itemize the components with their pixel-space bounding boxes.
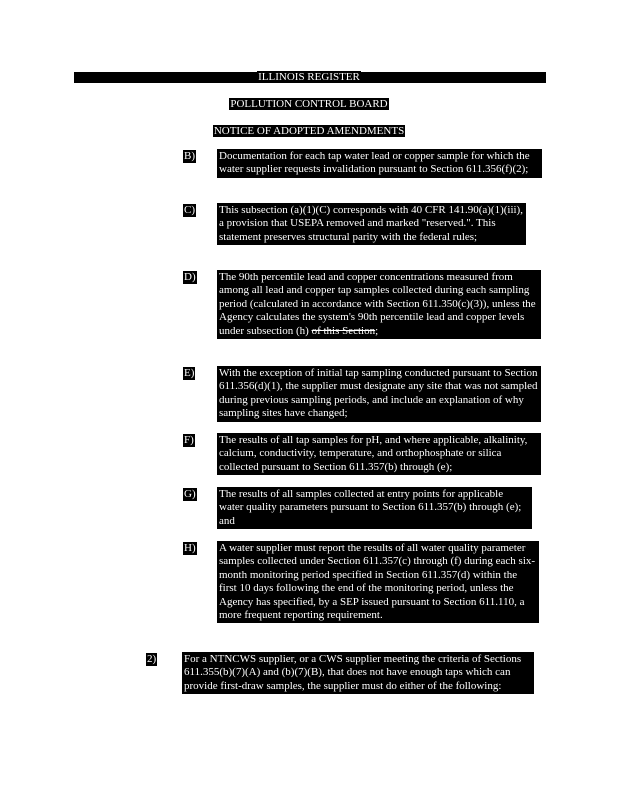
item-d-end: ; — [375, 324, 379, 337]
item-g-text: The results of all samples collected at entry points for applicable water quality parameters pursuant to Section 611.357(b) through (e); and — [217, 487, 532, 529]
item-2-marker: 2) — [147, 653, 157, 665]
register-title: ILLINOIS REGISTER — [258, 71, 360, 83]
item-b-text: Documentation for each tap water lead or copper sample for which the water supplier requests invalidation pursuant to Section 611.356(f)(2); — [217, 149, 542, 178]
item-g-marker: G) — [184, 488, 196, 500]
notice-title: NOTICE OF ADOPTED AMENDMENTS — [213, 125, 405, 137]
item-d-struck-text: of this Section — [311, 324, 376, 337]
item-2-text: For a NTNCWS supplier, or a CWS supplier meeting the criteria of Sections 611.355(b)(7)(A) and (b)(7)(B), that does not have enough taps which can provide first-draw samples, the supplier must do either of the following: — [182, 652, 534, 694]
item-c-text: This subsection (a)(1)(C) corresponds with 40 CFR 141.90(a)(1)(iii), a provision that USEPA removed and marked "reserved.". This statement preserves structural parity with the federal rules; — [217, 203, 526, 245]
item-h-marker: H) — [184, 542, 196, 554]
item-e-text: With the exception of initial tap sampling conducted pursuant to Section 611.356(d)(1), the supplier must designate any site that was not sampled during previous sampling periods, and include an explanation of why sampling sites have changed; — [217, 366, 541, 422]
item-c-marker: C) — [184, 204, 195, 216]
item-d-marker: D) — [184, 271, 196, 283]
item-f-text: The results of all tap samples for pH, and where applicable, alkalinity, calcium, conductivity, temperature, and orthophosphate or silica collected pursuant to Section 611.357(b) through (e); — [217, 433, 541, 475]
item-d-main: The 90th percentile lead and copper concentrations measured from among all lead and copper tap samples collected during each sampling period (calculated in accordance with Section 611.350(c)(3)), unless the Agency calculates the system's 90th percentile lead and copper levels under subsection (h) — [219, 271, 536, 337]
board-title: POLLUTION CONTROL BOARD — [230, 98, 388, 110]
item-d-text — [217, 270, 541, 339]
item-h-text: A water supplier must report the results of all water quality parameter samples collected under Section 611.357(c) through (f) during each six-month monitoring period specified in Section 611.357(d) within the first 10 days following the end of the monitoring period, unless the Agency has specified, by a SEP issued pursuant to Section 611.110, a more frequent reporting requirement. — [217, 541, 539, 623]
item-b-marker: B) — [184, 150, 195, 162]
item-f-marker: F) — [184, 434, 194, 446]
item-e-marker: E) — [184, 367, 195, 379]
